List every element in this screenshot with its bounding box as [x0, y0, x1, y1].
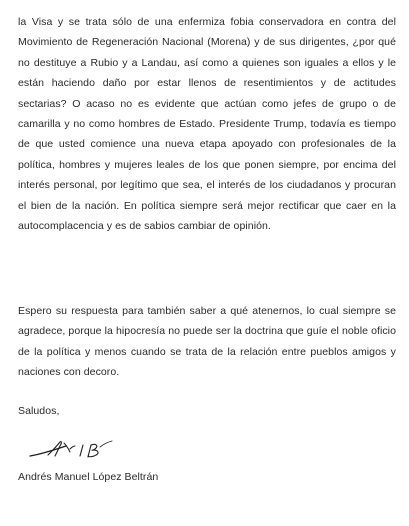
letter-paragraph-1: la Visa y se trata sólo de una enfermiza fobia conservadora en contra del Movimiento de Regeneración Nacional (Morena) y de sus dirigentes, ¿por qué no destituye a Rubio y a Landau, así como a quienes son iguales a ellos y le están haciendo daño por estar llenos de resentimientos y de actitudes sectarias? O acaso no es evidente que actúan como jefes de grupo o de camarilla y no como hombres de Estado. Presidente Trump, todavía es tiempo de que usted comience una nueva etapa apoyado con profesionales de la política, hombres y mujeres leales de los que ponen siempre, por encima del interés personal, por legítimo que sea, el interés de los ciudadanos y procuran el bien de la nación. En política siempre será mejor rectificar que caer en la autocomplacencia y es de sabios cambiar de opinión. — [18, 16, 396, 233]
letter-closing: Saludos, — [18, 405, 60, 417]
handwritten-signature — [28, 433, 138, 463]
signer-name: Andrés Manuel López Beltrán — [18, 471, 159, 483]
letter-paragraph-2: Espero su respuesta para también saber a qué atenernos, lo cual siempre se agradece, porque la hipocresía no puede ser la doctrina que guíe el noble oficio de la política y menos cuando se trata de la relación entre pueblos amigos y naciones con decoro. — [18, 305, 396, 379]
